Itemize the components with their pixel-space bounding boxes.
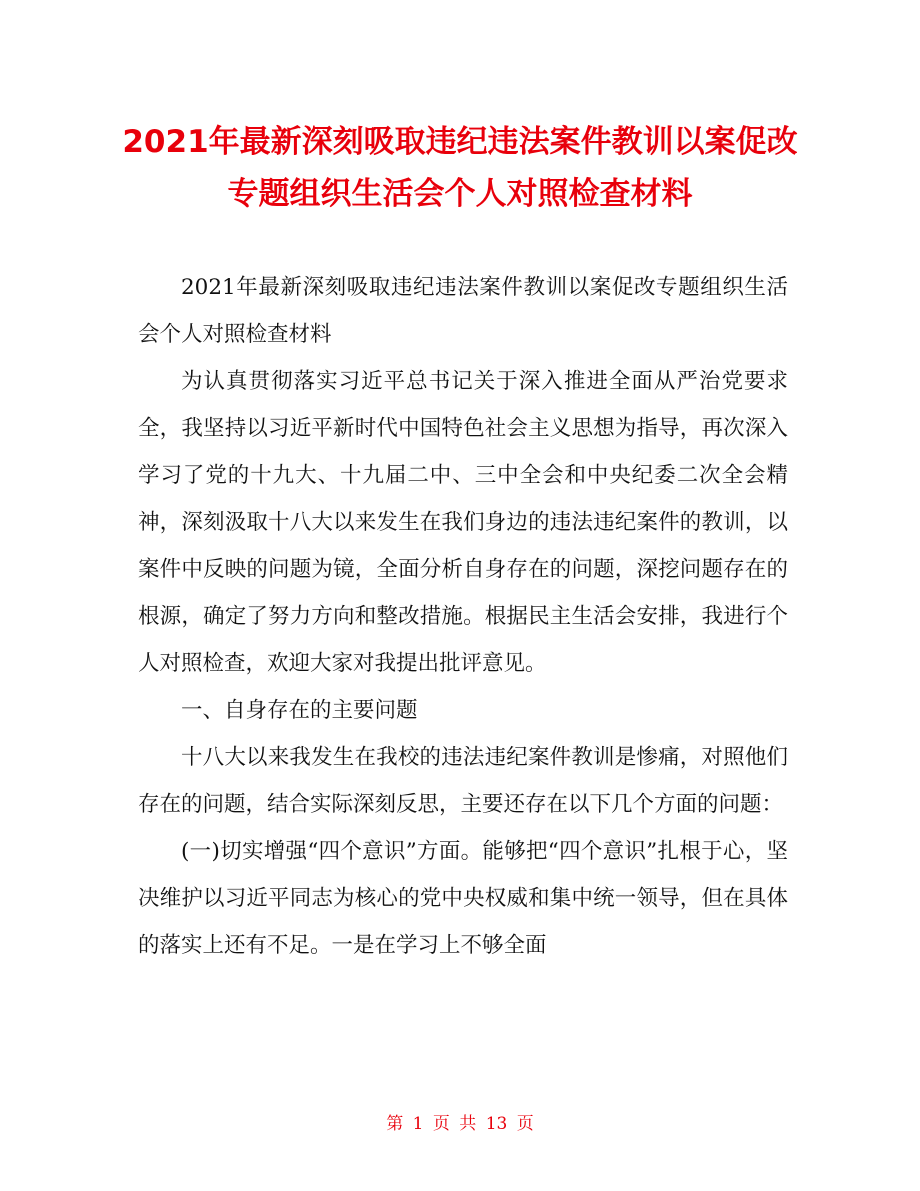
document-body xyxy=(138,264,788,969)
paragraph-intro-title: 2021年最新深刻吸取违纪违法案件教训以案促改专题组织生活会个人对照检查材料 xyxy=(138,275,788,347)
paragraph-preface: 为认真贯彻落实习近平总书记关于深入推进全面从严治党要求全，我坚持以习近平新时代中国特色社会主义思想为指导，再次深入学习了党的十九大、十九届二中、三中全会和中央纪委二次全会精神，深刻汲取十八大以来发生在我们身边的违法违纪案件的教训，以案件中反映的问题为镜，全面分析自身存在的问题，深挖问题存在的根源，确定了努力方向和整改措施。根据民主生活会安排，我进行个人对照检查，欢迎大家对我提出批评意见。 xyxy=(138,369,788,676)
document-title: 2021年最新深刻吸取违纪违法案件教训以案促改专题组织生活会个人对照检查材料 xyxy=(122,124,798,212)
paragraph-item-one: (一)切实增强“四个意识”方面。能够把“四个意识”扎根于心，坚决维护以习近平同志为核心的党中央权威和集中统一领导，但在具体的落实上还有不足。一是在学习上不够全面 xyxy=(138,839,788,958)
section-heading: 一、自身存在的主要问题 xyxy=(181,698,418,723)
page-number-footer: 第 1 页 共 13 页 xyxy=(386,1114,534,1134)
paragraph-reflection: 十八大以来我发生在我校的违法违纪案件教训是惨痛，对照他们存在的问题，结合实际深刻反思，主要还存在以下几个方面的问题： xyxy=(138,745,788,817)
